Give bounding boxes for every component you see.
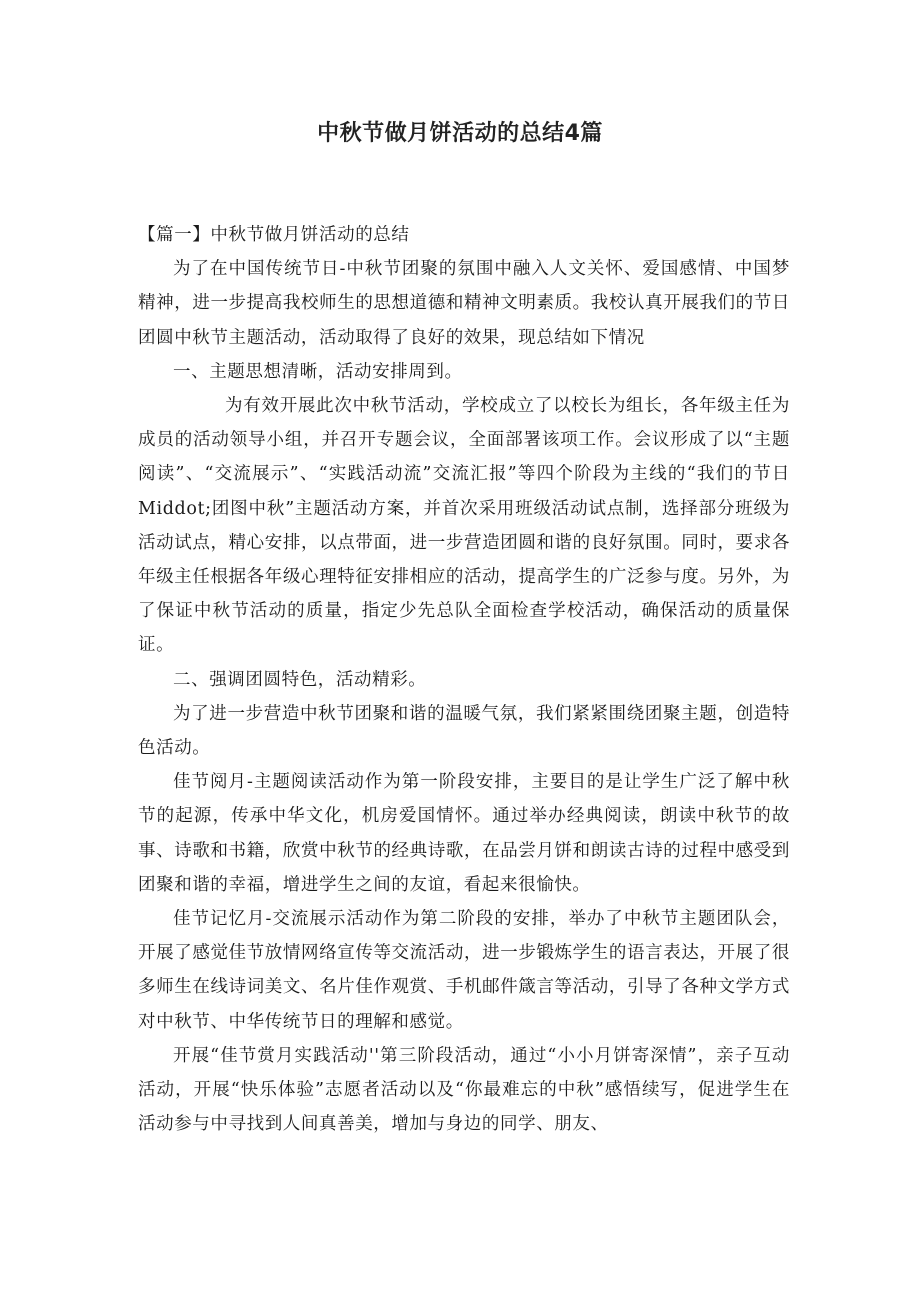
paragraph-intro: 为了在中国传统节日-中秋节团聚的氛围中融入人文关怀、爱国感情、中国梦精神，进一步提高我校师生的思想道德和精神文明素质。我校认真开展我们的节日团圆中秋节主题活动，活动取得了良好的效果，现总结如下情况 bbox=[138, 259, 790, 348]
paragraph-stage-three: 开展“佳节赏月实践活动''第三阶段活动，通过“小小月饼寄深情”，亲子互动活动，开展“快乐体验”志愿者活动以及“你最难忘的中秋”感悟续写，促进学生在活动参与中寻找到人间真善美，增加与身边的同学、朋友、 bbox=[138, 1045, 790, 1135]
subheading-two: 二、强调团圆特色，活动精彩。 bbox=[173, 669, 427, 690]
section-heading: 【篇一】中秋节做月饼活动的总结 bbox=[138, 225, 410, 245]
document-body bbox=[138, 218, 790, 1141]
paragraph-atmosphere: 为了进一步营造中秋节团聚和谐的温暖气氛，我们紧紧围绕团聚主题，创造特色活动。 bbox=[138, 703, 790, 759]
document-title: 中秋节做月饼活动的总结4篇 bbox=[317, 121, 603, 146]
paragraph-stage-two: 佳节记忆月-交流展示活动作为第二阶段的安排，举办了中秋节主题团队会，开展了感觉佳节放情网络宣传等交流活动，进一步锻炼学生的语言表达，开展了很多师生在线诗词美文、名片佳作观赏、手机邮件箴言等活动，引导了各种文学方式对中秋节、中华传统节日的理解和感觉。 bbox=[138, 909, 790, 1032]
subheading-one: 一、主题思想清晰，活动安排周到。 bbox=[173, 361, 463, 382]
paragraph-stage-one: 佳节阅月-主题阅读活动作为第一阶段安排，主要目的是让学生广泛了解中秋节的起源，传承中华文化，机房爱国情怀。通过举办经典阅读，朗读中秋节的故事、诗歌和书籍，欣赏中秋节的经典诗歌，在品尝月饼和朗读古诗的过程中感受到团聚和谐的幸福，增进学生之间的友谊，看起来很愉快。 bbox=[138, 772, 790, 895]
paragraph-organization: 为有效开展此次中秋节活动，学校成立了以校长为组长，各年级主任为成员的活动领导小组，并召开专题会议，全面部署该项工作。会议形成了以“主题阅读”、“交流展示”、“实践活动流”交流汇报”等四个阶段为主线的“我们的节日Middot;团图中秋”主题活动方案，并首次采用班级活动试点制，选择部分班级为活动试点，精心安排，以点带面，进一步营造团圆和谐的良好氛围。同时，要求各年级主任根据各年级心理特征安排相应的活动，提高学生的广泛参与度。另外，为了保证中秋节活动的质量，指定少先总队全面检查学校活动，确保活动的质量保证。 bbox=[138, 396, 790, 656]
